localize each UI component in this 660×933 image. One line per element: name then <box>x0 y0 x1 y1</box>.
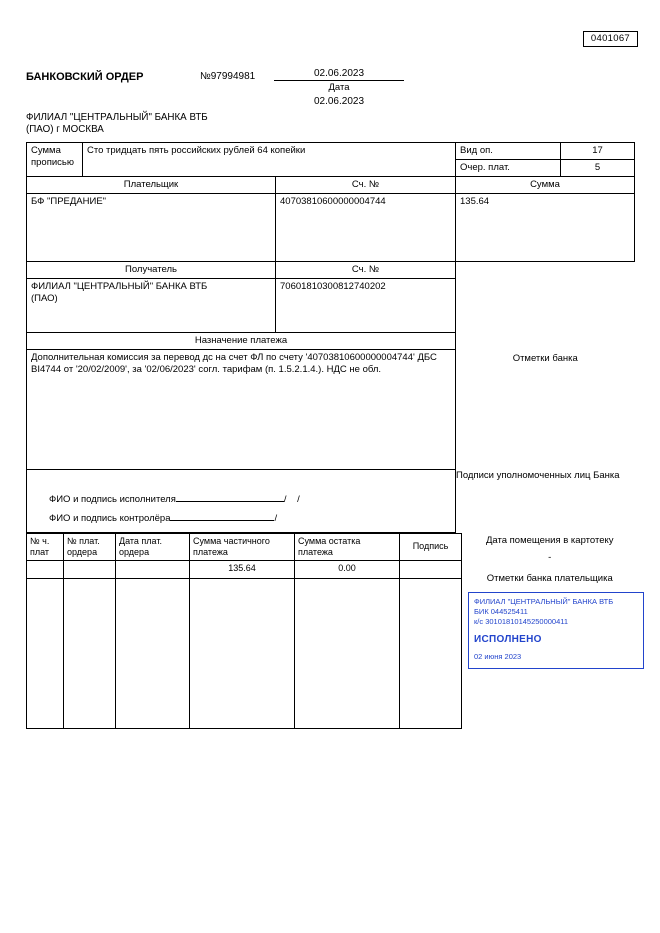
bank-marks-cell <box>456 350 635 470</box>
bank-order-form <box>26 68 634 729</box>
cell-order-date <box>116 560 190 578</box>
purpose-header-row <box>27 333 635 350</box>
bank-branch-line2: (ПАО) г МОСКВА <box>26 124 104 135</box>
empty-signature <box>400 578 462 728</box>
executor-signature-row <box>27 484 635 533</box>
empty-order-no <box>64 578 116 728</box>
priority-value: 5 <box>561 160 635 177</box>
stamp-bik: БИК 044525411 <box>474 607 528 616</box>
execution-stamp <box>468 592 644 669</box>
col-order-no: № плат. ордера <box>64 533 116 560</box>
purpose-row <box>27 350 635 470</box>
col-payment-no: № ч. плат <box>27 533 64 560</box>
payer-header: Плательщик <box>27 177 276 194</box>
order-number: №97994981 <box>200 71 256 82</box>
payer-header-row <box>27 177 635 194</box>
signature-block <box>27 484 455 532</box>
op-kind-value: 17 <box>561 143 635 160</box>
main-table <box>26 142 635 533</box>
amount-header: Сумма <box>456 177 635 194</box>
priority-label: Очер. плат. <box>456 160 561 177</box>
bank-marks-label: Отметки банка <box>512 352 578 364</box>
order-date-label: Дата <box>328 82 350 93</box>
partial-columns-row <box>27 533 635 560</box>
form-header <box>26 68 634 112</box>
card-file-date-value: - <box>548 552 552 563</box>
purpose-bottom-spacer <box>27 470 456 484</box>
form-code-value: 0401067 <box>590 33 630 44</box>
cell-payment-no <box>27 560 64 578</box>
bank-officials-row <box>27 470 635 484</box>
amount-label-line2: прописью <box>31 157 74 168</box>
payer-name: БФ "ПРЕДАНИЕ" <box>27 194 276 262</box>
payee-account: 70601810300812740202 <box>276 279 456 333</box>
controller-signature-line <box>49 509 455 528</box>
amount-in-words: Сто тридцать пять российских рублей 64 копейки <box>83 143 456 177</box>
purpose-header: Назначение платежа <box>27 333 456 350</box>
bank-officials-cell <box>456 470 635 484</box>
controller-label: ФИО и подпись контролёра <box>49 512 171 524</box>
executor-signature-line <box>49 490 455 509</box>
payee-data-row <box>27 279 635 333</box>
payer-bank-marks-label: Отметки банка плательщика <box>486 573 613 584</box>
executor-slash: / <box>283 493 287 505</box>
payee-row-spacer <box>456 279 635 333</box>
payee-header-row <box>27 262 635 279</box>
purpose-text: Дополнительная комиссия за перевод дс на счет ФЛ по счету '40703810600000004744' ДБС BI4744 от '20/02/2009', за '02/06/2023' согл. тарифам (п. 1.5.2.1.4.). НДС не обл. <box>27 350 456 470</box>
executor-signature-cell <box>27 484 456 533</box>
payee-name-line1: ФИЛИАЛ "ЦЕНТРАЛЬНЫЙ" БАНКА ВТБ <box>31 281 208 292</box>
col-partial-amount: Сумма частичного платежа <box>190 533 295 560</box>
bank-branch-name <box>26 112 634 136</box>
amount-words-row <box>27 143 635 160</box>
executor-input[interactable] <box>176 501 284 502</box>
empty-partial-amount <box>190 578 295 728</box>
stamp-corr-account: к/с 30101810145250000411 <box>474 617 569 626</box>
form-code-box <box>583 31 638 47</box>
cell-partial-amount: 135.64 <box>190 560 295 578</box>
cell-order-no <box>64 560 116 578</box>
col-order-date: Дата плат. ордера <box>116 533 190 560</box>
payer-data-row <box>27 194 635 262</box>
cell-remaining-amount: 0.00 <box>295 560 400 578</box>
amount-label-line1: Сумма <box>31 145 61 156</box>
bank-branch-line1: ФИЛИАЛ "ЦЕНТРАЛЬНЫЙ" БАНКА ВТБ <box>26 112 208 123</box>
order-date-secondary: 02.06.2023 <box>313 96 365 107</box>
payee-amount-spacer <box>456 262 635 279</box>
col-remaining-amount: Сумма остатка платежа <box>295 533 400 560</box>
partial-payments-table <box>26 533 635 729</box>
empty-remaining-amount <box>295 578 400 728</box>
bank-officials-label: Подписи уполномоченных лиц Банка <box>456 469 620 481</box>
col-signature: Подпись <box>400 533 462 560</box>
form-title: БАНКОВСКИЙ ОРДЕР <box>26 71 144 83</box>
controller-slash: / <box>274 512 278 524</box>
signature-right-spacer <box>456 484 635 533</box>
executor-slash2: / <box>297 493 300 505</box>
empty-payment-no <box>27 578 64 728</box>
stamp-status: ИСПОЛНЕНО <box>474 634 542 645</box>
stamp-bank-name: ФИЛИАЛ "ЦЕНТРАЛЬНЫЙ" БАНКА ВТБ <box>474 597 614 606</box>
empty-order-date <box>116 578 190 728</box>
payment-amount: 135.64 <box>456 194 635 262</box>
payee-name-line2: (ПАО) <box>31 293 58 304</box>
amount-words-label <box>27 143 83 177</box>
cell-signature <box>400 560 462 578</box>
payee-name <box>27 279 276 333</box>
payer-account: 40703810600000004744 <box>276 194 456 262</box>
op-kind-label: Вид оп. <box>456 143 561 160</box>
card-file-date-label: Дата помещения в картотеку <box>485 535 614 546</box>
account-header-payee: Сч. № <box>276 262 456 279</box>
order-date: 02.06.2023 <box>274 68 404 81</box>
payee-header: Получатель <box>27 262 276 279</box>
order-date-block <box>274 68 404 107</box>
controller-input[interactable] <box>170 520 274 521</box>
account-header-payer: Сч. № <box>276 177 456 194</box>
executor-label: ФИО и подпись исполнителя <box>49 493 176 505</box>
purpose-header-spacer <box>456 333 635 350</box>
right-panel <box>462 533 635 728</box>
stamp-date: 02 июня 2023 <box>474 652 522 661</box>
